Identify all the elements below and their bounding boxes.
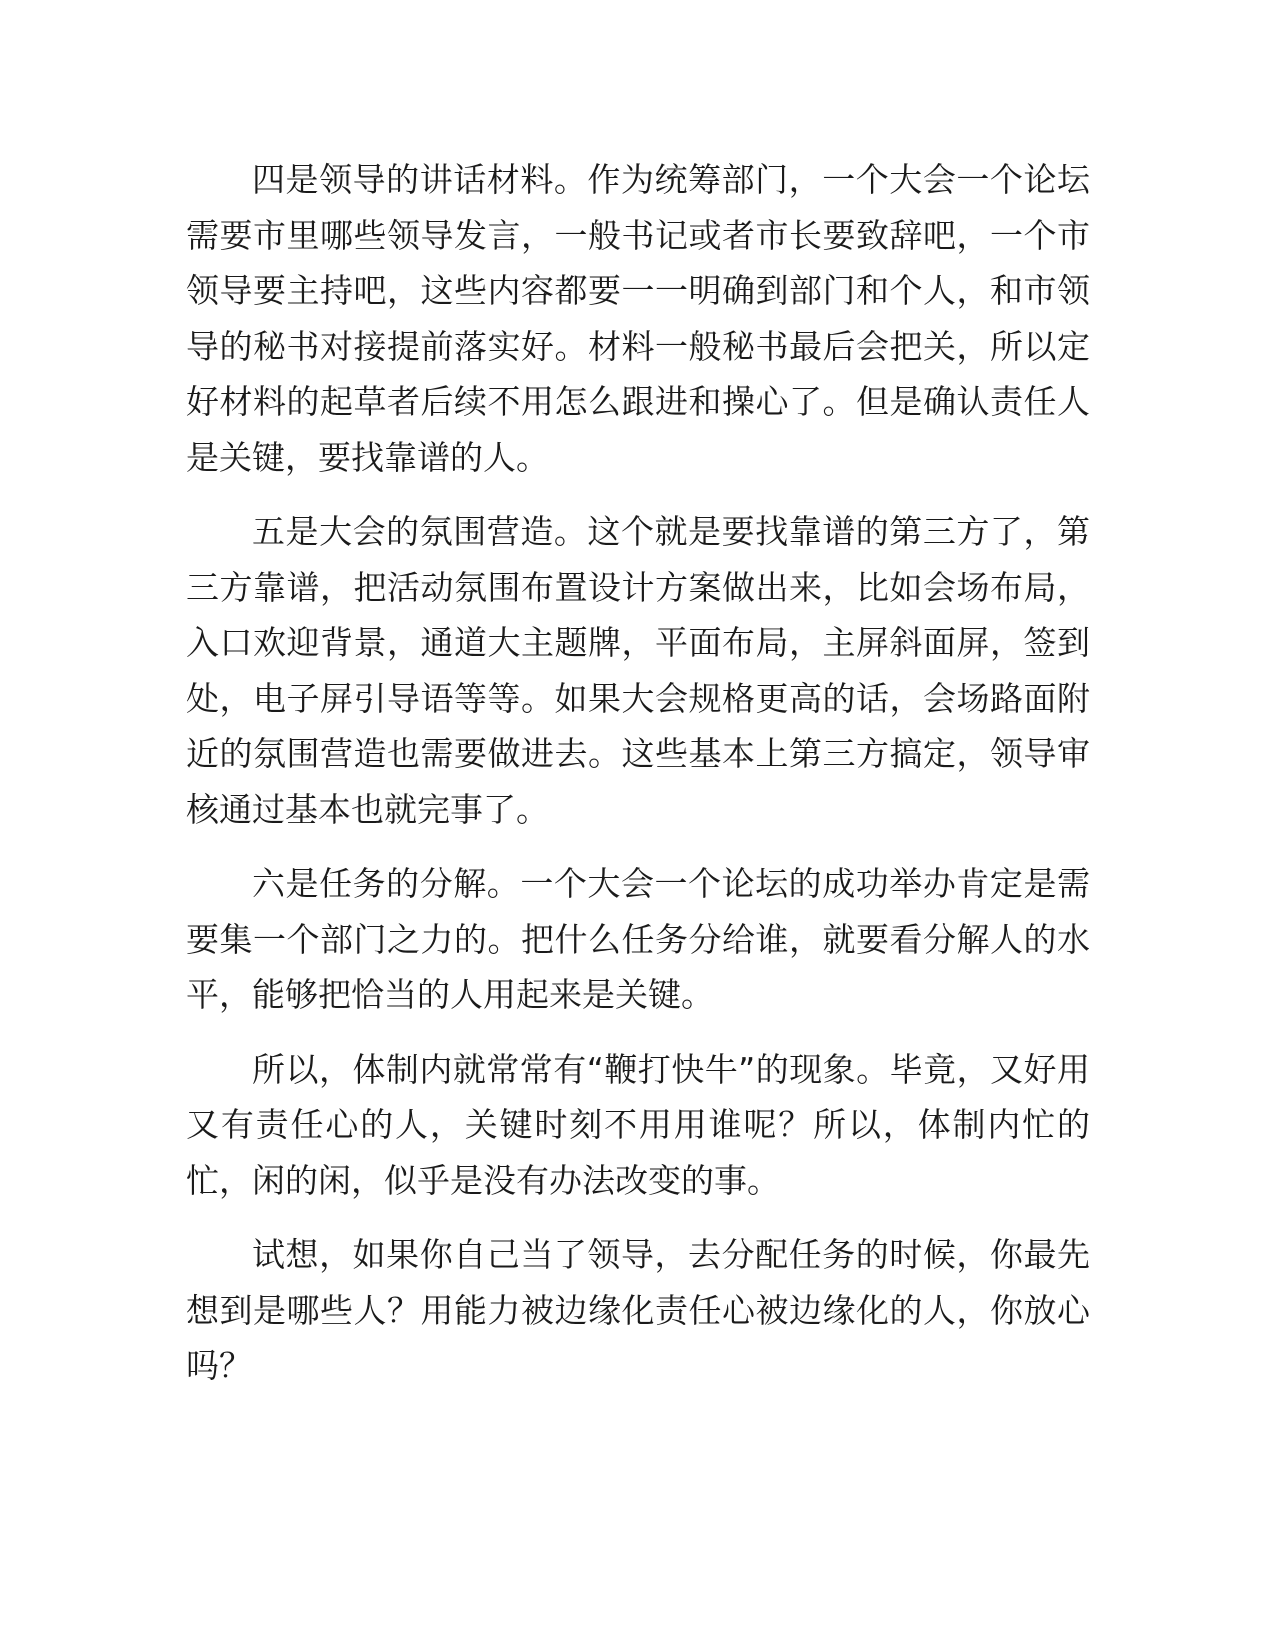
paragraph-fast-ox: 所以，体制内就常常有“鞭打快牛”的现象。毕竟，又好用又有责任心的人，关键时刻不用用谁呢？所以，体制内忙的忙，闲的闲，似乎是没有办法改变的事。 <box>186 1049 1090 1200</box>
body-text <box>186 152 1090 1413</box>
paragraph-imagine: 试想，如果你自己当了领导，去分配任务的时候，你最先想到是哪些人？用能力被边缘化责任心被边缘化的人，你放心吗？ <box>186 1235 1090 1385</box>
paragraph-task-breakdown: 六是任务的分解。一个大会一个论坛的成功举办肯定是需要集一个部门之力的。把什么任务分给谁，就要看分解人的水平，能够把恰当的人用起来是关键。 <box>186 864 1090 1014</box>
paragraph-atmosphere: 五是大会的氛围营造。这个就是要找靠谱的第三方了，第三方靠谱，把活动氛围布置设计方案做出来，比如会场布局，入口欢迎背景，通道大主题牌，平面布局，主屏斜面屏，签到处，电子屏引导语等等。如果大会规格更高的话，会场路面附近的氛围营造也需要做进去。这些基本上第三方搞定，领导审核通过基本也就完事了。 <box>186 512 1090 829</box>
paragraph-leader-speech: 四是领导的讲话材料。作为统筹部门，一个大会一个论坛需要市里哪些领导发言，一般书记或者市长要致辞吧，一个市领导要主持吧，这些内容都要一一明确到部门和个人，和市领导的秘书对接提前落实好。材料一般秘书最后会把关，所以定好材料的起草者后续不用怎么跟进和操心了。但是确认责任人是关键，要找靠谱的人。 <box>186 160 1090 477</box>
